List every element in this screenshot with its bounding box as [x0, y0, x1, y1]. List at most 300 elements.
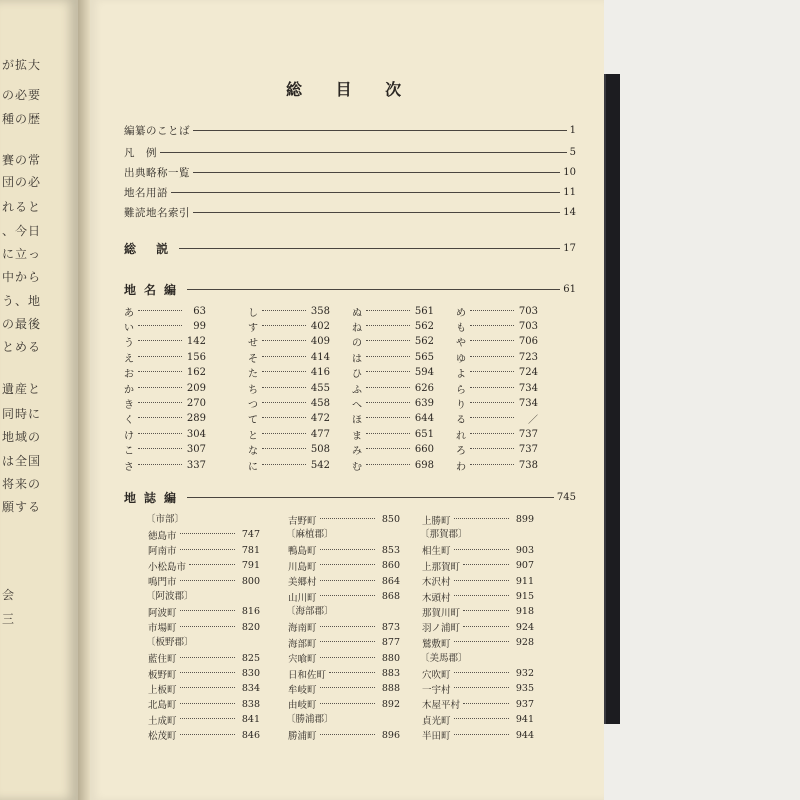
dot-leader: [320, 580, 375, 581]
kana-page: 162: [186, 367, 206, 379]
kana-label: ぬ: [352, 307, 362, 319]
municipality-page: 918: [515, 606, 534, 618]
kana-page: 307: [186, 444, 206, 456]
municipality-page: 935: [515, 683, 534, 695]
leader-rule: [160, 152, 567, 153]
kana-label: つ: [248, 399, 258, 411]
kana-page: 706: [518, 336, 538, 348]
municipality-page: 877: [381, 637, 400, 649]
kana-page: 63: [193, 305, 206, 317]
kana-label: た: [248, 369, 258, 381]
district-group-heading: 〔美馬郡〕: [420, 652, 468, 664]
kana-page: ／: [528, 415, 538, 427]
municipality-page: 853: [381, 544, 400, 556]
kana-label: し: [248, 307, 258, 319]
kana-page: 651: [414, 428, 434, 440]
district-group-heading: 〔市部〕: [146, 514, 185, 525]
kana-label: ふ: [352, 384, 362, 396]
dot-leader: [470, 371, 514, 372]
kana-label: さ: [124, 461, 134, 473]
background-right: [600, 0, 800, 800]
municipality-page: 937: [515, 698, 534, 710]
dot-leader: [470, 433, 514, 434]
left-page-text-fragment: が拡大: [2, 58, 42, 72]
toc-entry: [124, 184, 576, 200]
kana-label: く: [124, 415, 134, 427]
municipality-entry: [148, 574, 260, 589]
kana-entry: [352, 381, 434, 395]
kana-label: に: [248, 461, 258, 473]
municipality-name: 鴨島町: [288, 546, 317, 558]
section-chishi: [124, 488, 576, 506]
kana-label: か: [124, 384, 134, 396]
municipality-entry: [422, 558, 534, 573]
kana-entry: [248, 443, 330, 457]
left-page-text-fragment: 三: [2, 612, 16, 626]
municipality-name: 一宇村: [422, 684, 451, 696]
kana-entry: [352, 427, 434, 441]
kana-entry: [124, 412, 206, 426]
kana-entry: [456, 458, 538, 472]
kana-page: 337: [186, 459, 206, 471]
kana-entry: [352, 304, 434, 318]
dot-leader: [189, 564, 235, 565]
municipality-page: 907: [515, 560, 534, 572]
kana-label: や: [456, 338, 466, 350]
kana-label: け: [124, 430, 134, 442]
toc-entry-label: 地名用語: [124, 186, 168, 199]
municipality-entry: [422, 604, 534, 619]
left-page-text-fragment: 会: [2, 588, 16, 602]
dot-leader: [454, 549, 509, 550]
kana-entry: [124, 350, 206, 364]
toc-entry-page: 5: [569, 146, 576, 158]
kana-page: 562: [414, 336, 434, 348]
municipality-name: 勝浦町: [288, 731, 317, 743]
left-page-text-fragment: の最後: [2, 317, 42, 331]
kana-label: ま: [352, 430, 362, 442]
kana-page: 724: [518, 367, 538, 379]
municipality-name: 海部町: [288, 638, 317, 650]
kana-entry: [248, 458, 330, 472]
kana-entry: [456, 412, 538, 426]
municipality-name: 美郷村: [288, 577, 317, 589]
municipality-name: 上那賀町: [422, 561, 461, 573]
dot-leader: [454, 641, 509, 642]
kana-page: 565: [414, 351, 434, 363]
kana-label: れ: [456, 430, 466, 442]
municipality-page: 850: [381, 514, 400, 525]
municipality-name: 日和佐町: [288, 669, 327, 681]
municipality-name: 北島町: [148, 700, 177, 712]
dot-leader: [138, 448, 182, 449]
municipality-entry: [288, 651, 400, 666]
kana-page: 644: [414, 413, 434, 425]
dot-leader: [180, 610, 235, 611]
kana-entry: [124, 335, 206, 349]
kana-page: 660: [414, 444, 434, 456]
kana-page: 402: [310, 320, 330, 332]
municipality-entry: [148, 666, 260, 681]
dot-leader: [138, 325, 182, 326]
toc-entry-label: 難読地名索引: [124, 206, 190, 219]
municipality-name: 市場町: [148, 623, 177, 635]
municipality-name: 木沢村: [422, 577, 451, 589]
leader-rule: [171, 192, 560, 193]
kana-entry: [456, 335, 538, 349]
dot-leader: [366, 371, 410, 372]
kana-label: よ: [456, 369, 466, 381]
district-group-heading: 〔那賀郡〕: [420, 529, 468, 541]
kana-label: ら: [456, 384, 466, 396]
kana-label: ろ: [456, 446, 466, 458]
kana-page: 142: [186, 336, 206, 348]
kana-label: そ: [248, 353, 258, 365]
municipality-page: 834: [241, 683, 260, 695]
dot-leader: [262, 310, 306, 311]
municipality-entry: [148, 697, 260, 712]
kana-label: わ: [456, 461, 466, 473]
dot-leader: [366, 402, 410, 403]
kana-entry: [456, 427, 538, 441]
dot-leader: [320, 564, 375, 565]
kana-entry: [124, 319, 206, 333]
dot-leader: [470, 402, 514, 403]
dot-leader: [470, 340, 514, 341]
toc-page: [90, 0, 604, 800]
toc-entry: [124, 122, 576, 138]
municipality-entry: [288, 728, 400, 743]
left-page-text-fragment: 中から: [2, 270, 42, 284]
dot-leader: [262, 448, 306, 449]
municipality-entry: [422, 620, 534, 635]
municipality-page: 911: [515, 575, 534, 587]
municipality-page: 791: [241, 560, 260, 572]
dot-leader: [320, 549, 375, 550]
kana-entry: [352, 396, 434, 410]
municipality-entry: [148, 558, 260, 573]
municipality-name: 木頭村: [422, 592, 451, 604]
municipality-entry: [422, 512, 534, 527]
municipality-name: 羽ノ浦町: [422, 623, 461, 635]
municipality-entry: [148, 620, 260, 635]
dot-leader: [454, 672, 509, 673]
municipality-entry: [148, 728, 260, 743]
municipality-entry: [422, 543, 534, 558]
municipality-entry: [288, 512, 400, 527]
left-page-text-fragment: に立っ: [2, 247, 42, 261]
municipality-page: 883: [381, 668, 400, 679]
kana-label: と: [248, 430, 258, 442]
kana-page: 156: [186, 351, 206, 363]
municipality-page: 781: [241, 544, 260, 556]
kana-page: 209: [186, 382, 206, 394]
municipality-name: 木屋平村: [422, 700, 461, 712]
municipality-name: 由岐町: [288, 700, 317, 712]
dot-leader: [138, 464, 182, 465]
municipality-name: 阿波町: [148, 607, 177, 619]
toc-entry-label: 出典略称一覧: [124, 166, 190, 179]
municipality-entry: [148, 543, 260, 558]
kana-page: 738: [518, 459, 538, 471]
municipality-entry: [288, 589, 400, 604]
section-label: 地名編: [124, 282, 185, 297]
dot-leader: [262, 417, 306, 418]
dot-leader: [262, 402, 306, 403]
dot-leader: [180, 672, 235, 673]
dot-leader: [262, 356, 306, 357]
dot-leader: [138, 310, 182, 311]
municipality-page: 747: [241, 529, 260, 541]
kana-label: ち: [248, 384, 258, 396]
municipality-entry: [422, 697, 534, 712]
kana-label: は: [352, 353, 362, 365]
kana-label: せ: [248, 338, 258, 350]
dot-leader: [138, 433, 182, 434]
kana-entry: [248, 412, 330, 426]
municipality-name: 相生町: [422, 546, 451, 558]
municipality-name: 海南町: [288, 623, 317, 635]
toc-entry-page: 14: [563, 206, 576, 218]
kana-label: ね: [352, 322, 362, 334]
dot-leader: [180, 580, 235, 581]
municipality-page: 903: [515, 544, 534, 556]
left-page-text-fragment: 同時に: [2, 407, 42, 421]
municipality-page: 838: [241, 698, 260, 710]
left-page-text-fragment: 団の必: [2, 175, 42, 189]
kana-entry: [456, 319, 538, 333]
kana-entry: [456, 396, 538, 410]
left-page-text-fragment: 将来の: [2, 477, 42, 491]
municipality-entry: [288, 697, 400, 712]
kana-label: て: [248, 415, 258, 427]
dot-leader: [180, 657, 235, 658]
leader-rule: [179, 248, 560, 249]
kana-entry: [248, 335, 330, 349]
municipality-name: 川島町: [288, 561, 317, 573]
kana-label: も: [456, 322, 466, 334]
kana-entry: [248, 350, 330, 364]
kana-entry: [124, 304, 206, 318]
municipality-entry: [288, 681, 400, 696]
municipality-name: 鳴門市: [148, 577, 177, 589]
kana-entry: [456, 381, 538, 395]
municipality-entry: [422, 635, 534, 650]
kana-entry: [352, 366, 434, 380]
dot-leader: [470, 310, 514, 311]
kana-page: 455: [310, 382, 330, 394]
kana-label: お: [124, 369, 134, 381]
kana-entry: [124, 366, 206, 380]
kana-entry: [248, 366, 330, 380]
kana-page: 734: [518, 382, 538, 394]
municipality-name: 那賀川町: [422, 607, 461, 619]
dot-leader: [138, 417, 182, 418]
kana-entry: [124, 458, 206, 472]
municipality-name: 半田町: [422, 731, 451, 743]
dot-leader: [470, 325, 514, 326]
municipality-name: 吉野町: [288, 515, 317, 527]
kana-label: う: [124, 338, 134, 350]
left-page-text-fragment: とめる: [2, 340, 42, 354]
kana-page: 542: [310, 459, 330, 471]
municipality-entry: [288, 620, 400, 635]
dot-leader: [180, 734, 235, 735]
dot-leader: [454, 687, 509, 688]
dot-leader: [320, 595, 375, 596]
kana-page: 737: [518, 444, 538, 456]
section-page: 61: [563, 283, 576, 295]
kana-entry: [248, 381, 330, 395]
kana-label: き: [124, 399, 134, 411]
kana-page: 723: [518, 351, 538, 363]
dot-leader: [366, 356, 410, 357]
kana-page: 698: [414, 459, 434, 471]
leader-rule: [193, 212, 560, 213]
leader-rule: [193, 172, 560, 173]
municipality-page: 880: [381, 652, 400, 664]
dot-leader: [320, 657, 375, 658]
kana-label: め: [456, 307, 466, 319]
municipality-name: 松茂町: [148, 731, 177, 743]
kana-page: 99: [193, 320, 206, 332]
municipality-page: 830: [241, 668, 260, 679]
kana-page: 358: [310, 305, 330, 317]
municipality-page: 928: [515, 637, 534, 649]
kana-label: の: [352, 338, 362, 350]
kana-page: 626: [414, 382, 434, 394]
kana-entry: [248, 396, 330, 410]
kana-page: 737: [518, 428, 538, 440]
dot-leader: [366, 464, 410, 465]
kana-label: み: [352, 446, 362, 458]
municipality-entry: [422, 589, 534, 604]
book-gutter: [78, 0, 90, 800]
toc-entry-page: 11: [563, 186, 576, 198]
toc-entry-page: 1: [569, 124, 576, 136]
municipality-entry: [288, 574, 400, 589]
book-cover-edge: [604, 74, 620, 724]
dot-leader: [138, 340, 182, 341]
municipality-page: 941: [515, 714, 534, 726]
leader-rule: [193, 130, 567, 131]
municipality-name: 穴吹町: [422, 669, 451, 681]
section-chimei: [124, 280, 576, 298]
kana-label: へ: [352, 399, 362, 411]
leader-rule: [187, 497, 554, 498]
dot-leader: [320, 687, 375, 688]
left-page-text-fragment: 、今日: [2, 224, 42, 238]
dot-leader: [262, 340, 306, 341]
dot-leader: [470, 448, 514, 449]
left-page-text-fragment: 賽の常: [2, 153, 42, 167]
municipality-entry: [288, 666, 400, 681]
dot-leader: [470, 464, 514, 465]
municipality-entry: [148, 681, 260, 696]
dot-leader: [470, 387, 514, 388]
dot-leader: [320, 626, 375, 627]
municipality-page: 896: [381, 729, 400, 741]
kana-entry: [248, 319, 330, 333]
left-page-text-fragment: 種の歴: [2, 112, 42, 126]
dot-leader: [454, 734, 509, 735]
dot-leader: [138, 402, 182, 403]
dot-leader: [470, 417, 514, 418]
kana-page: 508: [310, 444, 330, 456]
kana-page: 561: [414, 305, 434, 317]
kana-page: 270: [186, 397, 206, 409]
kana-label: な: [248, 446, 258, 458]
kana-label: こ: [124, 446, 134, 458]
municipality-entry: [422, 728, 534, 743]
kana-page: 409: [310, 336, 330, 348]
municipality-page: 944: [515, 729, 534, 741]
toc-entry: [124, 204, 576, 220]
kana-page: 414: [310, 351, 330, 363]
section-label: 総 説: [124, 241, 177, 256]
kana-label: る: [456, 415, 466, 427]
toc-entry-label: 凡 例: [124, 146, 157, 159]
municipality-entry: [422, 712, 534, 727]
municipality-name: 宍喰町: [288, 654, 317, 666]
dot-leader: [366, 325, 410, 326]
kana-entry: [124, 427, 206, 441]
municipality-page: 820: [241, 621, 260, 633]
municipality-name: 上勝町: [422, 515, 451, 527]
municipality-name: 山川町: [288, 592, 317, 604]
section-label: 地誌編: [124, 490, 185, 505]
left-page-text-fragment: 地域の: [2, 430, 42, 444]
municipality-entry: [422, 574, 534, 589]
municipality-name: 牟岐町: [288, 684, 317, 696]
municipality-entry: [422, 666, 534, 681]
kana-label: え: [124, 353, 134, 365]
section-page: 745: [556, 491, 576, 503]
municipality-entry: [148, 604, 260, 619]
left-page: [0, 0, 78, 800]
kana-page: 594: [414, 367, 434, 379]
municipality-name: 藍住町: [148, 654, 177, 666]
kana-entry: [352, 335, 434, 349]
section-page: 17: [563, 242, 576, 254]
dot-leader: [262, 371, 306, 372]
municipality-name: 阿南市: [148, 546, 177, 558]
municipality-name: 上板町: [148, 684, 177, 696]
toc-entry-label: 編纂のことば: [124, 124, 190, 137]
kana-label: む: [352, 461, 362, 473]
kana-page: 477: [310, 428, 330, 440]
municipality-name: 徳島市: [148, 530, 177, 542]
kana-entry: [352, 319, 434, 333]
kana-page: 458: [310, 397, 330, 409]
dot-leader: [320, 641, 375, 642]
dot-leader: [262, 387, 306, 388]
municipality-page: 892: [381, 698, 400, 710]
dot-leader: [138, 371, 182, 372]
kana-entry: [124, 396, 206, 410]
municipality-page: 841: [241, 714, 260, 726]
municipality-page: 860: [381, 560, 400, 572]
district-group-heading: 〔勝浦郡〕: [286, 714, 334, 726]
dot-leader: [320, 703, 375, 704]
municipality-page: 873: [381, 621, 400, 633]
kana-entry: [248, 304, 330, 318]
dot-leader: [366, 340, 410, 341]
kana-label: い: [124, 322, 134, 334]
toc-entry: [124, 164, 576, 180]
kana-page: 562: [414, 320, 434, 332]
dot-leader: [180, 687, 235, 688]
